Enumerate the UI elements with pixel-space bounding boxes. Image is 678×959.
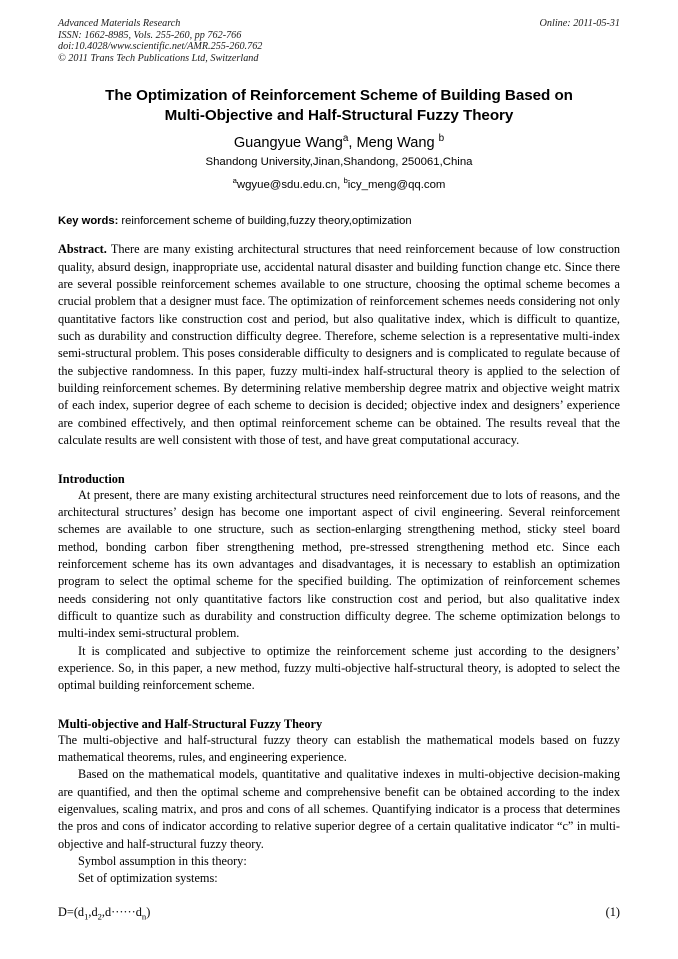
author-1-affiliation-marker: a — [342, 133, 349, 145]
author-2-affiliation-marker: b — [438, 133, 445, 145]
equation-sub-2: 2 — [97, 911, 102, 922]
author-name-2: Meng Wang — [356, 135, 435, 152]
email-address-1: wgyue@sdu.edu.cn, — [236, 179, 341, 192]
equation-lhs: D=(d — [58, 904, 85, 919]
section-heading-theory: Multi-objective and Half-Structural Fuzzy Theory — [58, 716, 323, 731]
abstract-label: Abstract. — [58, 242, 107, 257]
email-address-2: icy_meng@qq.com — [347, 179, 446, 192]
equation-mid-1: ,d — [88, 904, 98, 919]
introduction-paragraph-2: It is complicated and subjective to optimize the reinforcement scheme just according to the designers’ experience. So, in this paper, a new method, fuzzy multi-objective half-structural theory, is adopted to select the optimal building reinforcement scheme. — [58, 643, 620, 693]
journal-copyright-line: © 2011 Trans Tech Publications Ltd, Switzerland — [58, 52, 259, 64]
author-name-1: Guangyue Wang — [233, 135, 343, 152]
theory-paragraph-4: Set of optimization systems: — [78, 871, 218, 886]
email-2-marker: b — [343, 176, 348, 186]
equation-number: (1) — [605, 904, 620, 919]
theory-paragraph-2: Based on the mathematical models, quantitative and qualitative indexes in multi-objective decision-making are quantified, and then the optimal scheme and comprehensive benefit can be obtained according to the index eigenvalues, scaling matrix, and pros and cons of all schemes. Quantifying indicator is a process that determines the pros and cons of indicator according to relative superior degree of a certain qualitative indicator “c” in multi-objective and half-structural fuzzy theory. — [58, 767, 620, 851]
equation-sub-1: 1 — [84, 911, 89, 922]
journal-name: Advanced Materials Research — [58, 18, 181, 29]
introduction-paragraph-1: At present, there are many existing architectural structures need reinforcement due to lots of reasons, and the architectural structures’ design has become one important aspect of civil engineering. Several reinforcement schemes are available to one structure, such as section-enlarging strengthening method, sticky steel board method, bonding carbon fiber strengthening method, pre-stressed strengthening method etc. Since each reinforcement scheme has its own advantages and disadvantages, it is necessary to establish an optimization program to select the optimal scheme for the specified building. The optimization of reinforcement schemes needs considering not only quantitative factors like construction cost and period, but also qualitative index difficult to quantize such as durability and construction difficulty degree. The scheme optimization belongs to multi-index semi-structural problem. — [58, 487, 620, 641]
title-line-2: Multi-Objective and Half-Structural Fuzzy Theory — [164, 106, 514, 124]
title-line-1: The Optimization of Reinforcement Scheme of Building Based on — [105, 87, 573, 105]
email-1-marker: a — [232, 176, 237, 186]
journal-doi-line: doi:10.4028/www.scientific.net/AMR.255-260.762 — [58, 41, 263, 53]
author-separator: , — [348, 135, 357, 152]
affiliation: Shandong University,Jinan,Shandong, 250061,China — [205, 156, 473, 169]
section-heading-introduction: Introduction — [58, 471, 125, 486]
equation-1-row — [58, 904, 620, 924]
page-title — [58, 86, 620, 125]
keywords-line — [58, 214, 620, 228]
abstract-block — [58, 241, 620, 449]
equation-sub-n: n — [141, 911, 147, 922]
abstract-text: There are many existing architectural structures that need reinforcement because of low construction quality, absurd design, inappropriate use, accidental natural disaster and building function change etc. Since there are several possible reinforcement schemes available to one structure, choosing the optimal scheme becomes a crucial problem that a designer must face. The optimization of reinforcement schemes needs considering not only quantitative factors like construction cost and period, but also qualitative index, which is difficult to quantize, such as durability and construction difficulty degree. Therefore, scheme selection is a representative multi-index semi-structural problem. This poses considerable difficulty to designers and is complicated to regulate because of the subjective randomness. In this paper, fuzzy multi-index half-structural theory is applied to the selection of building reinforcement schemes. By determining relative membership degree matrix and objective weight matrix of each index, superior degree of each scheme to decision is decided; objective index and designers’ experience are combined effectively, and then optimal reinforcement scheme can be obtained. The results reveal that the calculate results are well consistent with those of test, and have great computational accuracy. — [58, 242, 620, 448]
online-date: Online: 2011-05-31 — [539, 18, 620, 29]
author-list — [58, 134, 620, 152]
journal-issn-line: ISSN: 1662-8985, Vols. 255-260, pp 762-766 — [58, 29, 242, 41]
author-emails — [58, 178, 620, 193]
theory-paragraph-1: The multi-objective and half-structural fuzzy theory can establish the mathematical models based on fuzzy mathematical theorems, rules, and engineering experience. — [58, 732, 620, 764]
keywords-label: Key words: — [58, 215, 119, 228]
equation-mid-2: ,d······d — [101, 904, 142, 919]
theory-paragraph-3: Symbol assumption in this theory: — [78, 854, 247, 869]
equation-1-body — [58, 904, 151, 922]
journal-header — [58, 18, 620, 64]
keywords-value: reinforcement scheme of building,fuzzy theory,optimization — [121, 215, 412, 228]
equation-rhs: ) — [146, 904, 151, 919]
